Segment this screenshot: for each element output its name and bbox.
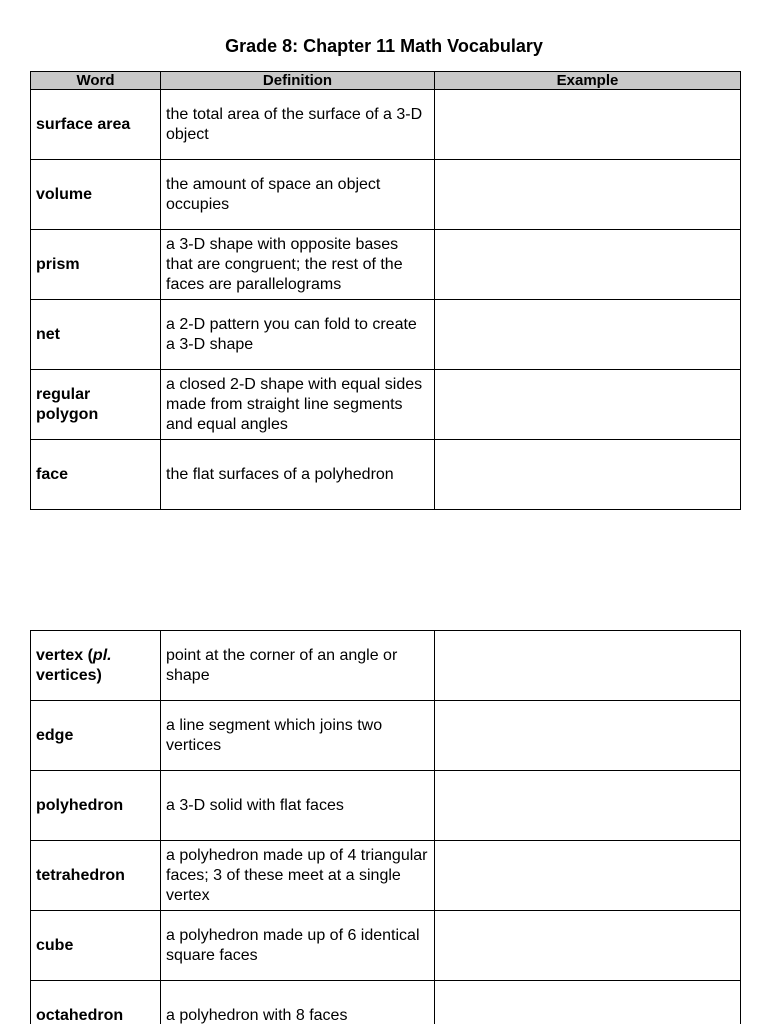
table-row — [31, 160, 741, 230]
table-row — [31, 841, 741, 911]
definition-cell: the total area of the surface of a 3-D object — [161, 90, 435, 160]
table-row — [31, 370, 741, 440]
vocabulary-table-1 — [30, 71, 741, 510]
definition-cell: the amount of space an object occupies — [161, 160, 435, 230]
example-cell[interactable] — [435, 841, 741, 911]
example-cell[interactable] — [435, 440, 741, 510]
definition-cell: a 2-D pattern you can fold to create a 3-D shape — [161, 300, 435, 370]
table-row — [31, 631, 741, 701]
table-row — [31, 911, 741, 981]
example-cell[interactable] — [435, 771, 741, 841]
example-cell[interactable] — [435, 911, 741, 981]
word-cell — [31, 631, 161, 701]
definition-cell: a polyhedron made up of 4 triangular faces; 3 of these meet at a single vertex — [161, 841, 435, 911]
table-header-row — [31, 72, 741, 90]
definition-cell: the flat surfaces of a polyhedron — [161, 440, 435, 510]
table-row — [31, 771, 741, 841]
plural-abbreviation: pl. — [92, 646, 112, 664]
example-cell[interactable] — [435, 230, 741, 300]
word-cell: volume — [31, 160, 161, 230]
word-cell: prism — [31, 230, 161, 300]
word-prefix: vertex ( — [36, 646, 93, 664]
definition-cell: a polyhedron made up of 6 identical square faces — [161, 911, 435, 981]
table-row — [31, 90, 741, 160]
page-title: Grade 8: Chapter 11 Math Vocabulary — [225, 36, 543, 56]
example-cell[interactable] — [435, 160, 741, 230]
word-cell: surface area — [31, 90, 161, 160]
example-cell[interactable] — [435, 90, 741, 160]
definition-cell: a line segment which joins two vertices — [161, 701, 435, 771]
definition-column-header: Definition — [161, 72, 435, 90]
table-row — [31, 230, 741, 300]
word-cell: cube — [31, 911, 161, 981]
word-cell: face — [31, 440, 161, 510]
definition-cell: a polyhedron with 8 faces — [161, 981, 435, 1024]
table-row — [31, 981, 741, 1024]
example-cell[interactable] — [435, 370, 741, 440]
word-cell: polyhedron — [31, 771, 161, 841]
word-suffix: vertices) — [36, 666, 102, 684]
table-row — [31, 701, 741, 771]
word-cell: octahedron — [31, 981, 161, 1024]
word-cell: regular polygon — [31, 370, 161, 440]
example-column-header: Example — [435, 72, 741, 90]
table-row — [31, 440, 741, 510]
definition-cell: point at the corner of an angle or shape — [161, 631, 435, 701]
example-cell[interactable] — [435, 981, 741, 1024]
word-column-header: Word — [31, 72, 161, 90]
word-cell: edge — [31, 701, 161, 771]
example-cell[interactable] — [435, 300, 741, 370]
example-cell[interactable] — [435, 701, 741, 771]
word-cell: net — [31, 300, 161, 370]
definition-cell: a closed 2-D shape with equal sides made from straight line segments and equal angles — [161, 370, 435, 440]
vocabulary-table-2 — [30, 630, 741, 1024]
table-row — [31, 300, 741, 370]
word-cell: tetrahedron — [31, 841, 161, 911]
definition-cell: a 3-D shape with opposite bases that are congruent; the rest of the faces are parallelograms — [161, 230, 435, 300]
definition-cell: a 3-D solid with flat faces — [161, 771, 435, 841]
example-cell[interactable] — [435, 631, 741, 701]
